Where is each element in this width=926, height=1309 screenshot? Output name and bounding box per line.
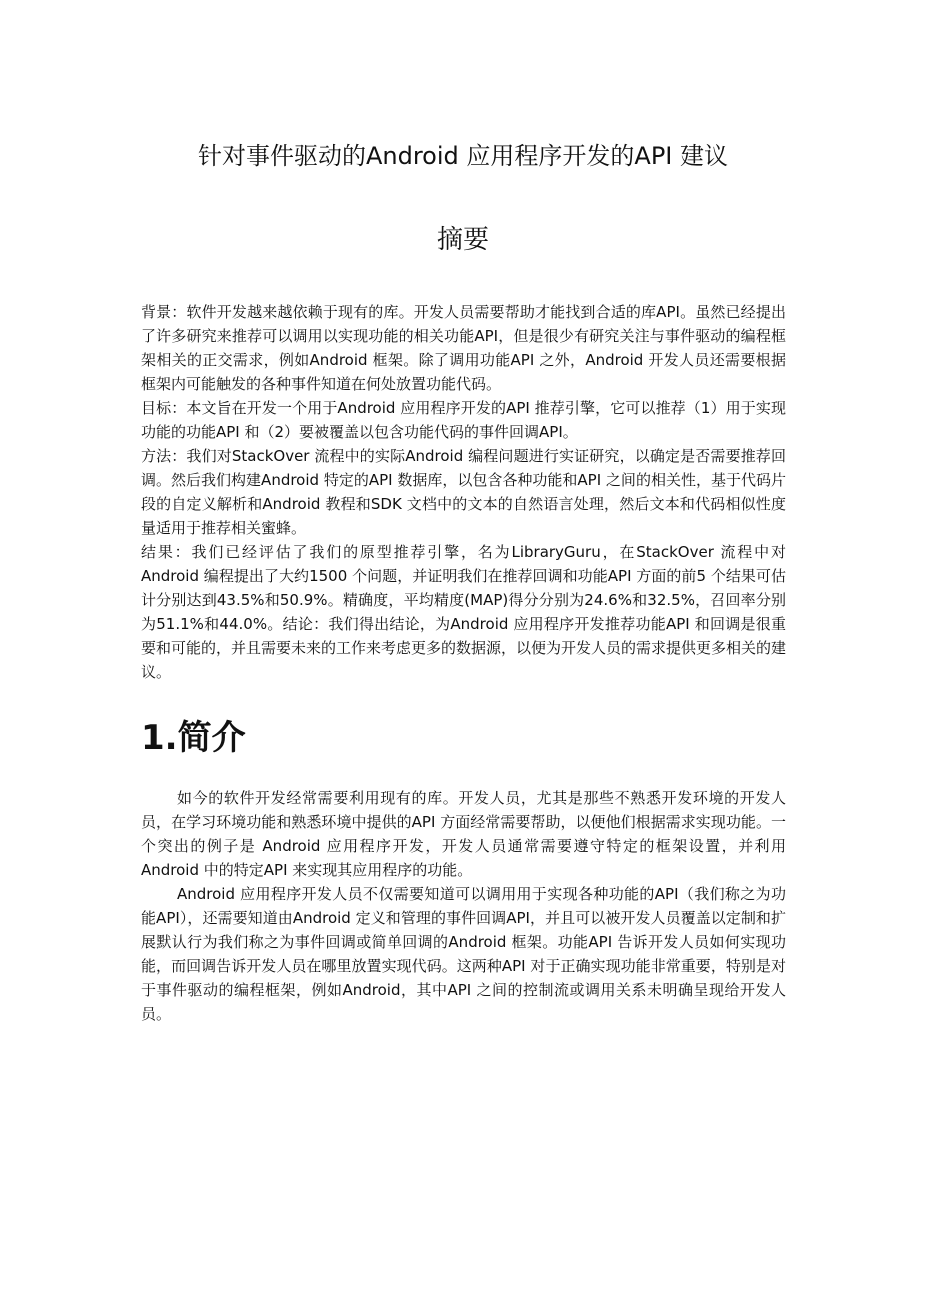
intro-paragraph: 如今的软件开发经常需要利用现有的库。开发人员，尤其是那些不熟悉开发环境的开发人员，在学习环境功能和熟悉环境中提供的API 方面经常需要帮助，以便他们根据需求实现功能。一个突出的例子是 Android 应用程序开发，开发人员通常需要遵守特定的框架设置，并利用Android 中的特定API 来实现其应用程序的功能。 — [141, 789, 786, 879]
abstract-heading: 摘要 — [436, 225, 489, 255]
abstract-method-paragraph: 方法：我们对StackOver 流程中的实际Android 编程问题进行实证研究，以确定是否需要推荐回调。然后我们构建Android 特定的API 数据库，以包含各种功能和API 之间的相关性，基于代码片段的自定义解析和Android 教程和SDK 文档中的文本的自然语言处理，然后文本和代码相似性度量适用于推荐相关蜜蜂。 — [141, 447, 786, 537]
intro-paragraph: Android 应用程序开发人员不仅需要知道可以调用用于实现各种功能的API（我们称之为功能API），还需要知道由Android 定义和管理的事件回调API，并且可以被开发人员覆盖以定制和扩展默认行为我们称之为事件回调或简单回调的Android 框架。功能API 告诉开发人员如何实现功能，而回调告诉开发人员在哪里放置实现代码。这两种API 对于正确实现功能非常重要，特别是对于事件驱动的编程框架，例如Android，其中API 之间的控制流或调用关系未明确呈现给开发人员。 — [141, 885, 786, 1023]
paper-title: 针对事件驱动的Android 应用程序开发的API 建议 — [197, 142, 728, 170]
abstract-objective-paragraph: 目标：本文旨在开发一个用于Android 应用程序开发的API 推荐引擎，它可以推荐（1）用于实现功能的功能API 和（2）要被覆盖以包含功能代码的事件回调API。 — [141, 399, 786, 441]
abstract-body — [141, 300, 786, 684]
section-heading-introduction: 1.简介 — [141, 718, 246, 758]
abstract-results-paragraph: 结果：我们已经评估了我们的原型推荐引擎，名为LibraryGuru，在StackOver 流程中对Android 编程提出了大约1500 个问题，并证明我们在推荐回调和功能API 方面的前5 个结果可估计分别达到43.5%和50.9%。精确度，平均精度(MAP)得分分别为24.6%和32.5%，召回率分别为51.1%和44.0%。结论：我们得出结论，为Android 应用程序开发推荐功能API 和回调是很重要和可能的，并且需要未来的工作来考虑更多的数据源，以便为开发人员的需求提供更多相关的建议。 — [141, 543, 787, 681]
abstract-background-paragraph: 背景：软件开发越来越依赖于现有的库。开发人员需要帮助才能找到合适的库API。虽然已经提出了许多研究来推荐可以调用以实现功能的相关功能API，但是很少有研究关注与事件驱动的编程框架相关的正交需求，例如Android 框架。除了调用功能API 之外，Android 开发人员还需要根据框架内可能触发的各种事件知道在何处放置功能代码。 — [141, 303, 786, 393]
introduction-body — [141, 786, 786, 1026]
